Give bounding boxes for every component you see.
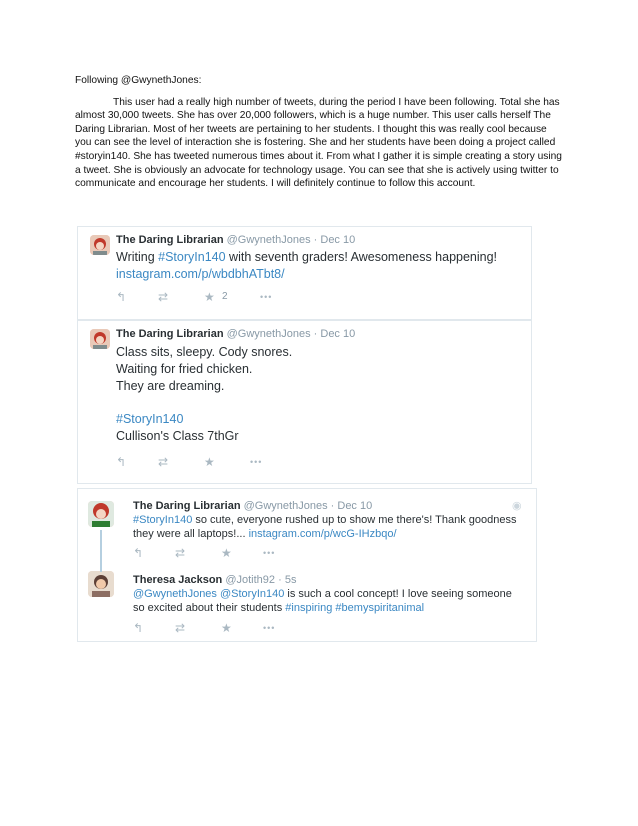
timestamp[interactable]: Dec 10 [320,328,356,340]
favorite-icon[interactable]: ★ [204,455,215,469]
essay-heading: Following @GwynethJones: [75,75,202,86]
avatar[interactable] [90,329,110,349]
conversation-thread-line [100,530,102,572]
handle[interactable]: @GwynethJones [226,328,311,340]
favorite-count: 2 [222,291,228,302]
text: is such a cool concept! I love seeing someone [284,588,512,600]
mention-link[interactable]: @GwynethJones [133,588,217,600]
hashtag-link[interactable]: #StoryIn140 [158,250,226,264]
avatar[interactable] [88,501,114,527]
display-name[interactable]: Theresa Jackson [133,574,223,586]
handle[interactable]: @Jotith92 [225,574,276,586]
text: they were all laptops!... [133,528,249,540]
tweet-card-2 [77,320,532,484]
conversation-card [77,488,537,642]
mention-link[interactable]: @StoryIn140 [220,588,285,600]
url-link[interactable]: instagram.com/p/wbdbhATbt8/ [116,267,285,281]
display-name[interactable]: The Daring Librarian [116,328,224,340]
tweet-text-line: Cullison's Class 7thGr [116,429,239,443]
tweet-text-line [133,601,424,615]
avatar[interactable] [90,235,110,255]
tweet-header [133,573,296,587]
separator: · [313,328,318,340]
essay-body: This user had a really high number of tweets, during the period I have been following. Total she has almost 30,000 tweets. She has over 20,000 followers, which is a huge number. This user calls herself The Daring Librarian. Most of her tweets are pertaining to her students. I thought this was really cool because you can see the level of interaction she is fostering. She and her students have been doing a project called #storyin140. She has tweeted numerous times about it. From what I gather it is simple creating a story using a tweet. She is obviously an advocate for technology usage. You can see that she is actively using twitter to communicate and encourage her students. I will definitely continue to follow this account. [75,96,562,190]
handle[interactable]: @GwynethJones [226,234,311,246]
hashtag-link[interactable]: #StoryIn140 [116,412,184,426]
hashtag-link[interactable]: #inspiring [285,602,333,614]
retweet-icon[interactable]: ⇄ [175,546,186,560]
favorite-icon[interactable]: ★ [221,621,232,635]
text: so cute, everyone rushed up to show me there's! Thank goodness [192,514,517,526]
tweet-actions [116,290,316,304]
reply-icon[interactable]: ↰ [133,621,144,635]
handle[interactable]: @GwynethJones [243,500,328,512]
retweet-icon[interactable]: ⇄ [175,621,186,635]
timestamp[interactable]: 5s [284,574,297,586]
favorite-icon[interactable]: ★ [221,546,232,560]
location-icon: ◉ [512,500,522,512]
more-icon[interactable]: ••• [250,457,263,467]
avatar[interactable] [88,571,114,597]
reply-icon[interactable]: ↰ [116,455,127,469]
text: Writing [116,250,159,264]
reply-icon[interactable]: ↰ [116,290,127,304]
tweet-text-line [133,587,512,601]
separator: · [330,500,335,512]
separator: · [278,574,282,586]
hashtag-link[interactable]: #bemyspiritanimal [335,602,425,614]
tweet-text-line [133,527,397,541]
timestamp[interactable]: Dec 10 [337,500,373,512]
hashtag-link[interactable]: #StoryIn140 [133,514,193,526]
reply-icon[interactable]: ↰ [133,546,144,560]
tweet-text-line: Waiting for fried chicken. [116,362,253,376]
essay [75,74,565,191]
more-icon[interactable]: ••• [260,292,273,302]
tweet-header [116,327,355,341]
display-name[interactable]: The Daring Librarian [116,234,224,246]
tweet-text-line [133,513,516,527]
tweet-actions [116,455,316,469]
tweet-header [116,233,355,247]
more-icon[interactable]: ••• [263,548,276,558]
tweet-actions [133,546,333,560]
text: with seventh graders! Awesomeness happening! [225,250,498,264]
url-link[interactable]: instagram.com/p/wcG-IHzbqo/ [248,528,397,540]
timestamp[interactable]: Dec 10 [320,234,356,246]
display-name[interactable]: The Daring Librarian [133,500,241,512]
tweet-card-1 [77,226,532,320]
retweet-icon[interactable]: ⇄ [158,455,169,469]
text: so excited about their students [133,602,286,614]
separator: · [313,234,318,246]
more-icon[interactable]: ••• [263,623,276,633]
tweet-actions [133,621,333,635]
tweet-header [133,499,372,513]
retweet-icon[interactable]: ⇄ [158,290,169,304]
tweet-text-line [116,266,285,282]
favorite-icon[interactable]: ★ [204,290,215,304]
tweet-text-line [116,249,497,265]
tweet-text-line: Class sits, sleepy. Cody snores. [116,345,293,359]
tweet-text-line: They are dreaming. [116,379,225,393]
